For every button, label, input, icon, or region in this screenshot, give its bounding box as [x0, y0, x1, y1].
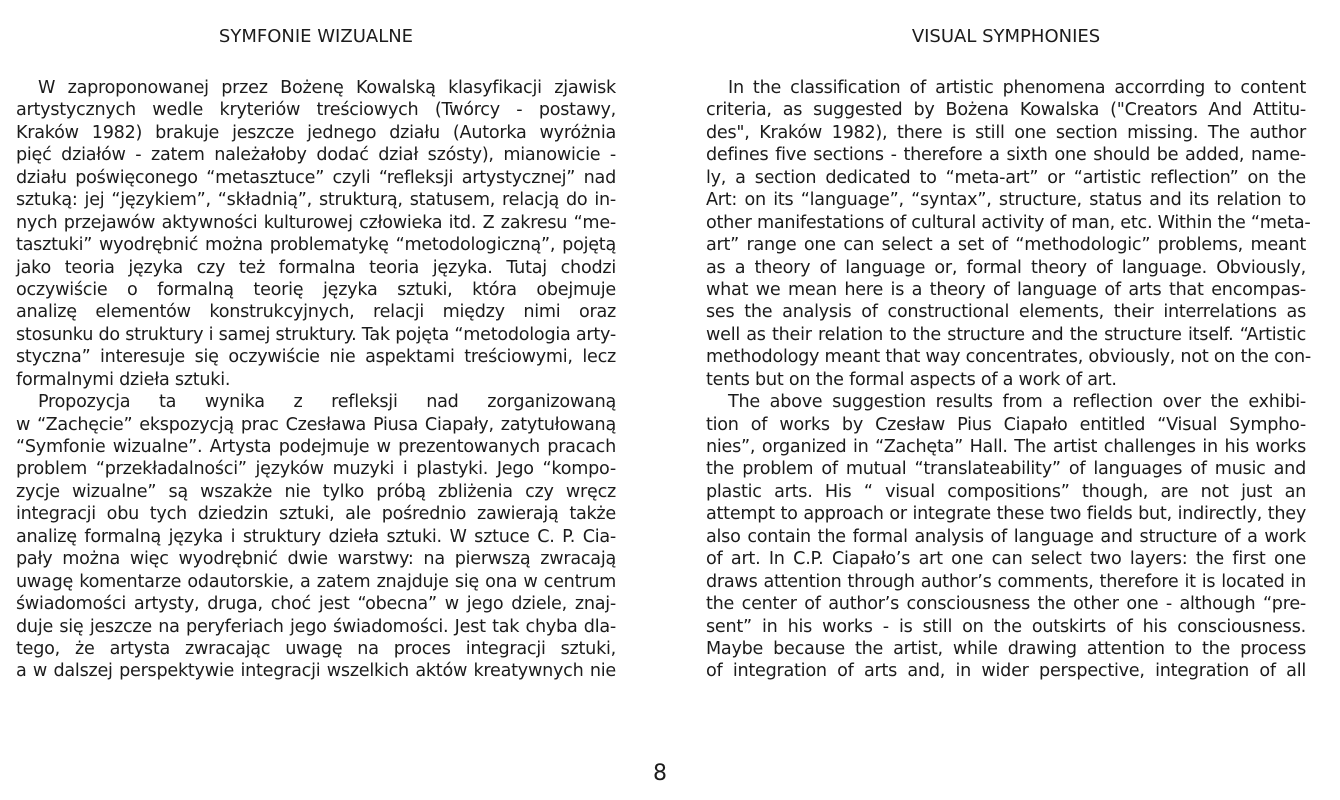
text-line: tents but on the formal aspects of a work of art.	[706, 369, 1117, 390]
text-line: draws attention through author’s comments, therefore it is located in	[706, 571, 1306, 592]
text-line: “Symfonie wizualne”. Artysta podejmuje w prezentowanych pracach	[16, 437, 616, 457]
text-line: tego, że artysta zwracając uwagę na proces integracji sztuki,	[16, 638, 616, 659]
text-line: attempt to approach or integrate these two fields but, indirectly, they	[706, 504, 1306, 525]
text-line: also contain the formal analysis of language and structure of a work	[706, 526, 1306, 547]
text-line: świadomości artysty, druga, choć jest “obecna” w jego dziele, znaj-	[16, 594, 616, 615]
text-line: W zaproponowanej przez Bożenę Kowalską klasyfikacji zjawisk	[38, 78, 616, 98]
text-line: defines five sections - therefore a sixth one should be added, name-	[706, 145, 1306, 166]
text-line: plastic arts. His “ visual compositions” though, are not just an	[706, 481, 1306, 502]
text-line: pięć działów - zatem należałoby dodać dział szósty), mianowicie -	[16, 145, 616, 166]
text-line: nych przejawów aktywności kulturowej człowieka itd. Z zakresu “me-	[16, 212, 616, 233]
text-line: a w dalszej perspektywie integracji wszelkich aktów kreatywnych nie	[16, 661, 616, 682]
text-line: as a theory of language or, formal theory of language. Obviously,	[706, 257, 1306, 278]
left-page-body	[16, 77, 616, 683]
text-line: criteria, as suggested by Bożena Kowalska ("Creators And Attitu-	[706, 100, 1306, 121]
text-line: of art. In C.P. Ciapało’s art one can select two layers: the first one	[706, 549, 1306, 570]
text-line: well as their relation to the structure and the structure itself. “Artistic	[706, 324, 1306, 345]
text-line: uwagę komentarze odautorskie, a zatem znajduje się ona w centrum	[16, 571, 616, 592]
text-line: zycje wizualne” są wszakże nie tylko próbą zbliżenia czy wręcz	[16, 481, 616, 502]
text-line: duje się jeszcze na peryferiach jego świadomości. Jest tak chyba dla-	[16, 616, 616, 637]
text-line: tion of works by Czesław Pius Ciapało entitled “Visual Sympho-	[706, 414, 1306, 435]
text-line: of integration of arts and, in wider perspective, integration of all	[706, 661, 1306, 682]
text-line: what we mean here is a theory of language of arts that encompas-	[706, 279, 1306, 300]
text-line: formalnymi dzieła sztuki.	[16, 369, 231, 390]
text-line: stosunku do struktury i samej struktury. Tak pojęta “metodologia arty-	[16, 324, 616, 345]
text-line: The above suggestion results from a reflection over the exhibi-	[728, 392, 1306, 413]
left-page-title: SYMFONIE WIZUALNE	[218, 26, 414, 47]
text-line: sztuką: jej “językiem”, “składnią”, strukturą, statusem, relacją do in-	[16, 190, 616, 211]
right-page-title: VISUAL SYMPHONIES	[911, 26, 1101, 47]
text-line: des", Kraków 1982), there is still one section missing. The author	[706, 122, 1306, 143]
text-line: the problem of mutual “translateability” of languages of music and	[706, 459, 1306, 480]
text-line: ly, a section dedicated to “meta-art” or “artistic reflection” on the	[706, 167, 1306, 188]
text-line: tasztuki” wyodrębnić można problematykę “metodologiczną”, pojętą	[16, 235, 616, 256]
text-line: jako teoria języka czy też formalna teoria języka. Tutaj chodzi	[16, 257, 616, 278]
text-line: art” range one can select a set of “methodologic” problems, meant	[706, 235, 1306, 256]
text-line: pały można więc wyodrębnić dwie warstwy: na pierwszą zwracają	[16, 549, 616, 570]
text-line: Kraków 1982) brakuje jeszcze jednego działu (Autorka wyróżnia	[16, 122, 616, 143]
text-line: sent” in his works - is still on the outskirts of his consciousness.	[706, 616, 1306, 637]
text-line: the center of author’s consciousness the other one - although “pre-	[706, 594, 1306, 615]
text-line: integracji obu tych dziedzin sztuki, ale pośrednio zawierają także	[16, 504, 616, 525]
text-line: oczywiście o formalną teorię języka sztuki, która obejmuje	[16, 279, 616, 300]
text-line: Propozycja ta wynika z refleksji nad zorganizowaną	[38, 392, 616, 413]
text-line: Art: on its “language”, “syntax”, structure, status and its relation to	[706, 190, 1306, 211]
text-line: analizę elementów konstrukcyjnych, relacji między nimi oraz	[16, 302, 616, 323]
text-line: Maybe because the artist, while drawing attention to the process	[706, 638, 1306, 659]
text-line: problem “przekładalności” języków muzyki i plastyki. Jego “kompo-	[16, 459, 616, 480]
text-line: methodology meant that way concentrates, obviously, not on the con-	[706, 347, 1312, 368]
text-line: ses the analysis of constructional elements, their interrelations as	[706, 302, 1306, 323]
text-line: styczna” interesuje się oczywiście nie aspektami treściowymi, lecz	[16, 347, 616, 368]
text-line: analizę formalną języka i struktury dzieła sztuki. W sztuce C. P. Cia-	[16, 526, 616, 547]
right-page-body	[706, 77, 1312, 683]
text-line: w “Zachęcie” ekspozycją prac Czesława Piusa Ciapały, zatytułowaną	[16, 414, 616, 435]
page-number: 8	[653, 761, 667, 786]
text-line: artystycznych wedle kryteriów treściowych (Twórcy - postawy,	[16, 100, 616, 121]
text-line: nies”, organized in “Zachęta” Hall. The artist challenges in his works	[706, 437, 1306, 457]
text-line: other manifestations of cultural activity of man, etc. Within the “meta-	[706, 212, 1311, 233]
text-line: In the classification of artistic phenomena accorrding to content	[728, 78, 1306, 98]
text-line: działu poświęconego “metasztuce” czyli “refleksji artystycznej” nad	[16, 167, 616, 188]
